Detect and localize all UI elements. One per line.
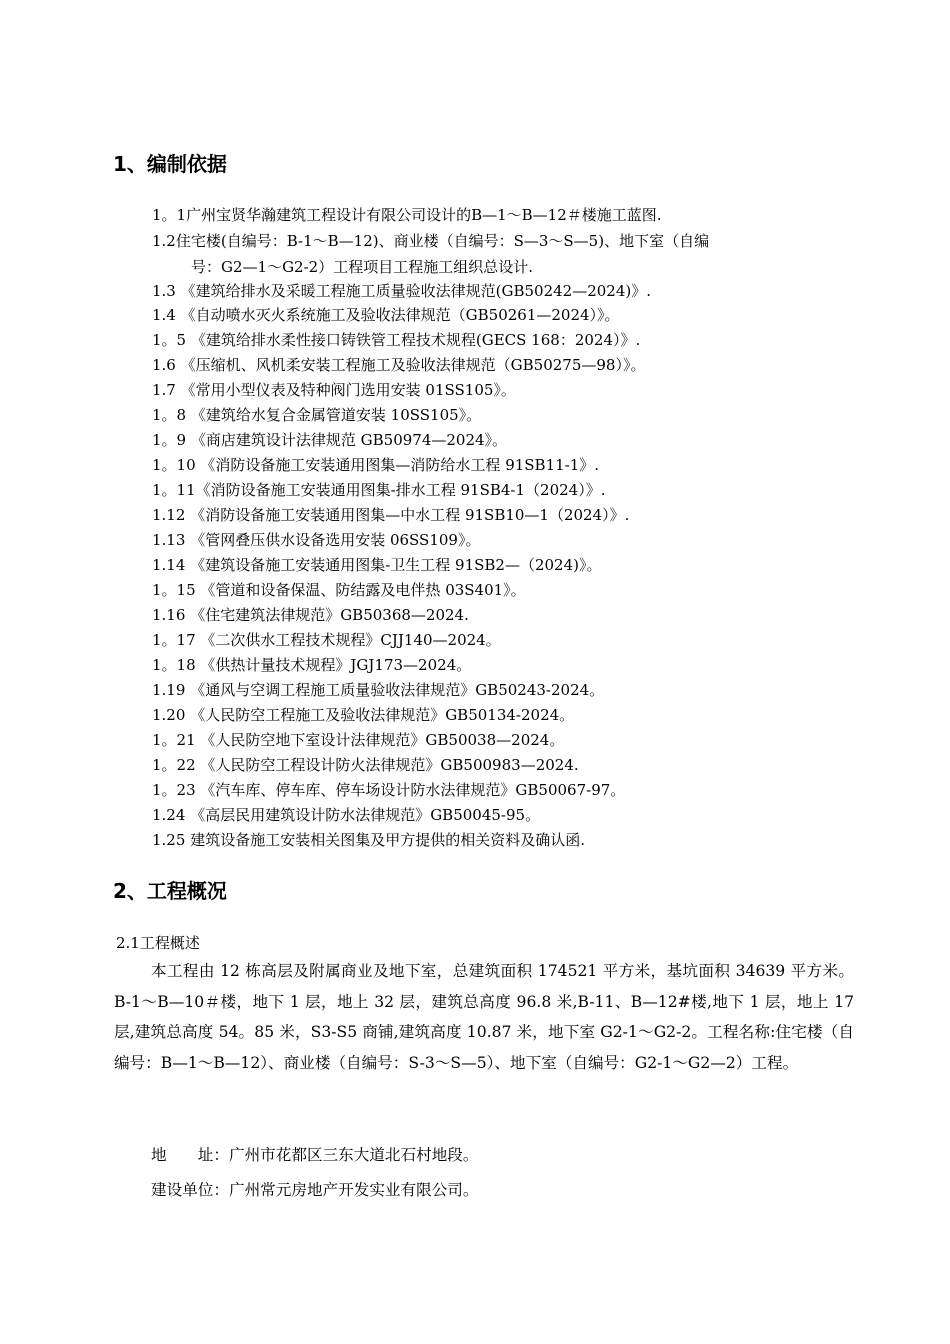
item-text: 《供热计量技术规程》JGJ173—2024。 (200, 656, 472, 674)
item-number: 1.19 (152, 681, 186, 699)
item-text: 《汽车库、停车库、停车场设计防水法律规范》GB50067-97。 (200, 781, 626, 799)
item-number: 1。5 (152, 331, 187, 349)
item-text: 《高层民用建筑设计防水法律规范》GB50045-95。 (190, 806, 541, 824)
item-number: 1.12 (152, 506, 186, 524)
item-number: 1.7 (152, 381, 176, 399)
item-number: 1.6 (152, 356, 176, 374)
item-text: 住宅楼(自编号：B-1～B—12)、商业楼（自编号：S—3～S—5)、地下室（自编 (175, 232, 710, 250)
item-text: 《建筑给排水柔性接口铸铁管工程技术规程(GECS 168：2024）》. (190, 331, 641, 349)
list-item (152, 680, 604, 700)
item-number: 1.24 (152, 806, 186, 824)
list-item (152, 405, 481, 425)
item-text: 《消防设备施工安装通用图集—消防给水工程 91SB11-1》. (200, 456, 600, 474)
item-number: 1。22 (152, 756, 196, 774)
list-item (152, 780, 625, 800)
item-text: 《消防设备施工安装通用图集-排水工程 91SB4-1（2024）》. (195, 481, 606, 499)
list-item (152, 380, 516, 400)
list-item (152, 830, 585, 850)
list-item (152, 630, 501, 650)
item-number: 1.16 (152, 606, 186, 624)
list-item (152, 730, 564, 750)
item-text: 建筑设备施工安装相关图集及甲方提供的相关资料及确认函. (190, 831, 585, 849)
item-text: 《自动喷水灭火系统施工及验收法律规范（GB50261—2024）》。 (180, 306, 620, 324)
item-text: 《管网叠压供水设备选用安装 06SS109》。 (190, 531, 481, 549)
list-item (152, 555, 601, 575)
item-text: 广州宝贤华瀚建筑工程设计有限公司设计的B—1～B—12＃楼施工蓝图. (186, 206, 662, 224)
item-number: 1。18 (152, 656, 196, 674)
item-number: 1。9 (152, 431, 187, 449)
section-1-title: 1、编制依据 (113, 152, 227, 176)
item-number: 1。8 (152, 406, 187, 424)
item-text: 《人民防空地下室设计法律规范》GB50038—2024。 (200, 731, 565, 749)
list-item (152, 305, 620, 325)
item-number: 1.4 (152, 306, 176, 324)
item-number: 1。15 (152, 581, 196, 599)
subsection-title: 2.1工程概述 (116, 934, 200, 952)
item-number: 1.2 (152, 232, 176, 250)
list-item (152, 505, 629, 525)
item-number: 1.20 (152, 706, 186, 724)
item-text: 《消防设备施工安装通用图集—中水工程 91SB10—1（2024）》. (190, 506, 630, 524)
list-item (152, 330, 640, 350)
item-number: 1.3 (152, 282, 176, 300)
address-line: 地 址：广州市花都区三东大道北石村地段。 (151, 1146, 479, 1164)
section-2-title: 2、工程概况 (113, 879, 227, 903)
item-number: 1.13 (152, 531, 186, 549)
item-text: 《二次供水工程技术规程》CJJ140—2024。 (200, 631, 501, 649)
item-number: 1。21 (152, 731, 196, 749)
item-text: 《通风与空调工程施工质量验收法律规范》GB50243-2024。 (190, 681, 605, 699)
list-item (152, 281, 651, 301)
list-item (152, 430, 507, 450)
builder-line: 建设单位：广州常元房地产开发实业有限公司。 (151, 1181, 479, 1199)
item-text: 《建筑给水复合金属管道安装 10SS105》。 (190, 406, 482, 424)
item-number: 1。10 (152, 456, 196, 474)
item-number: 1.25 (152, 831, 186, 849)
item-number: 1。23 (152, 781, 196, 799)
list-item (152, 455, 599, 475)
item-text: 《人民防空工程设计防火法律规范》GB500983—2024. (200, 756, 579, 774)
item-number: 1。17 (152, 631, 196, 649)
list-item (152, 655, 471, 675)
list-item (152, 605, 469, 625)
list-item (152, 355, 645, 375)
item-text: 《常用小型仪表及特种阀门选用安装 01SS105》。 (180, 381, 516, 399)
item-number: 1。11 (152, 481, 196, 499)
item-text: 《管道和设备保温、防结露及电伴热 03S401》。 (200, 581, 526, 599)
list-item (152, 755, 579, 775)
item-text: 《建筑设备施工安装通用图集-卫生工程 91SB2—（2024)》。 (190, 556, 602, 574)
item-text: 《建筑给排水及采暖工程施工质量验收法律规范(GB50242—2024)》. (180, 282, 652, 300)
list-item (152, 228, 862, 280)
item-text: 《住宅建筑法律规范》GB50368—2024. (190, 606, 469, 624)
item-text-continued: 号：G2—1～G2-2）工程项目工程施工组织总设计. (191, 258, 533, 276)
list-item (152, 480, 605, 500)
item-number: 1.14 (152, 556, 186, 574)
list-item (152, 530, 480, 550)
item-text: 《人民防空工程施工及验收法律规范》GB50134-2024。 (190, 706, 575, 724)
list-item (152, 580, 526, 600)
item-text: 《压缩机、风机柔安装工程施工及验收法律规范（GB50275—98）》。 (180, 356, 646, 374)
list-item (152, 805, 540, 825)
item-text: 《商店建筑设计法律规范 GB50974—2024》。 (190, 431, 508, 449)
list-item (152, 205, 662, 225)
item-number: 1。1 (152, 206, 187, 224)
list-item (152, 705, 574, 725)
overview-paragraph: 本工程由 12 栋高层及附属商业及地下室，总建筑面积 174521 平方米，基坑面积 34639 平方米。B-1～B—10＃楼，地下 1 层，地上 32 层，建筑总高度 96.8 米,B-11、B—12#楼,地下 1 层，地上 17 层,建筑总高度 54。85 米，S3-S5 商铺,建筑高度 10.87 米，地下室 G2-1～G2-2。工程名称:住宅楼（自编号：B—1～B—12）、商业楼（自编号：S-3～S—5）、地下室（自编号：G2-1～G2—2）工程。 (114, 962, 854, 1072)
